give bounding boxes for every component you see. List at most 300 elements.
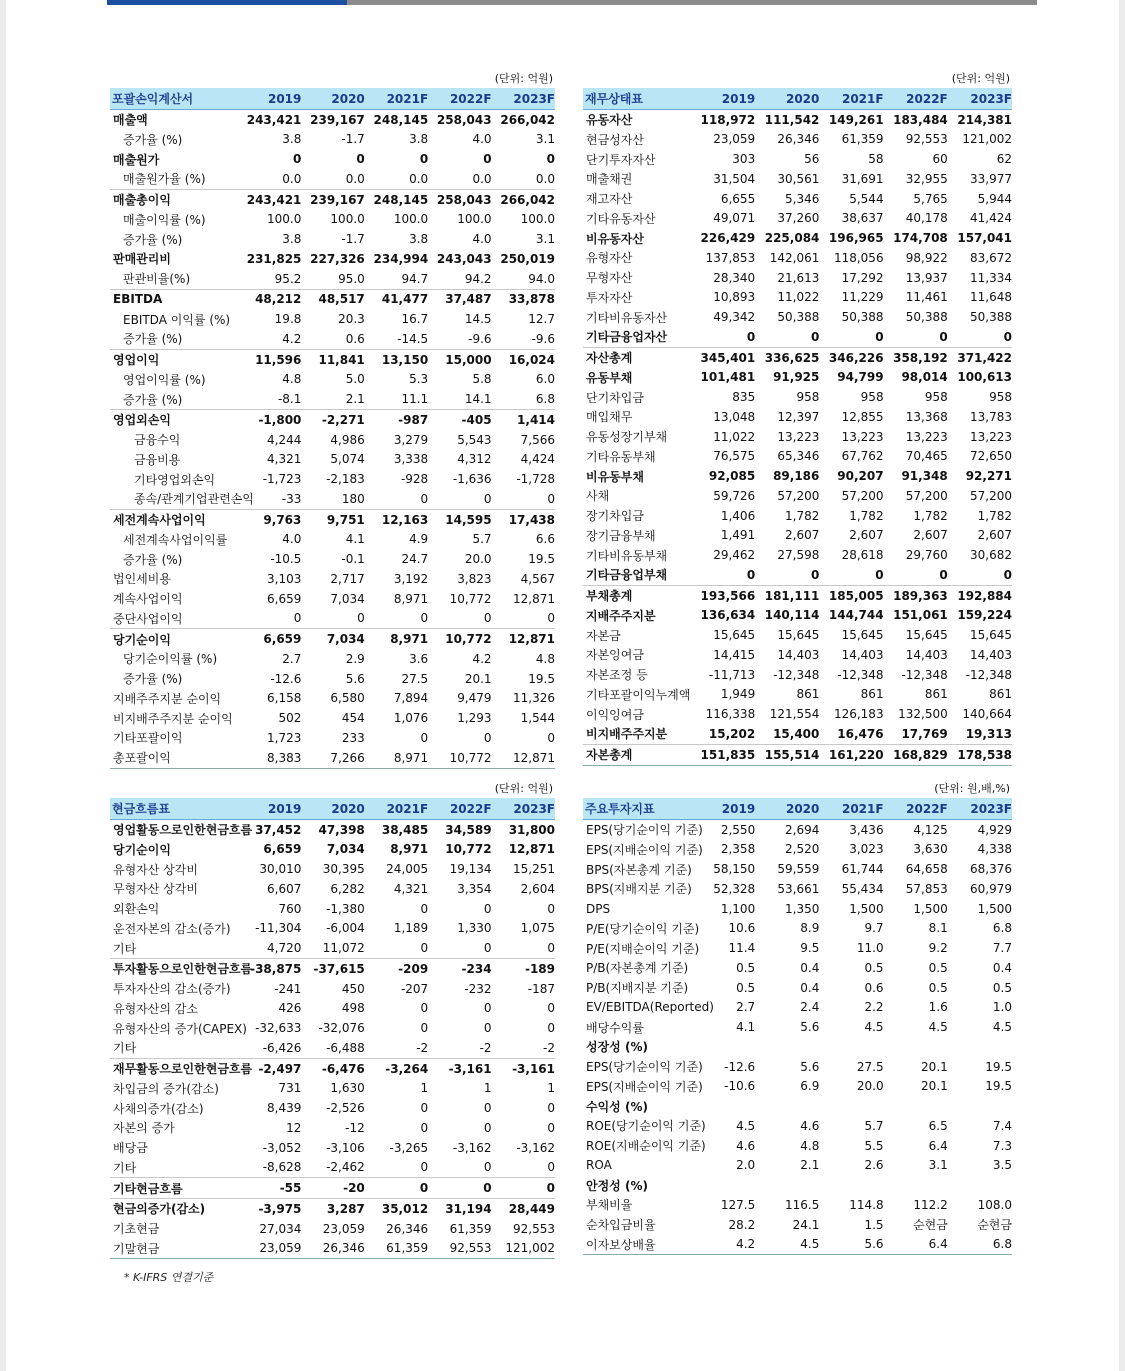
cell-value: 7.3 [992,1138,1012,1153]
row-label: EBITDA 이익률 (%) [123,312,231,327]
table-row [110,819,555,839]
cell-value: 958 [924,390,948,405]
cell-value: 4.9 [409,532,429,547]
table-row [583,149,1012,169]
cell-value: 189,363 [884,585,948,605]
row-label: ROE(지배순이익 기준) [586,1139,706,1154]
cell-value: 168,829 [884,744,948,765]
cell-value: 0 [547,941,555,956]
cell-value: 118,972 [700,112,756,127]
table-row [110,289,555,309]
cell-value: 159,224 [957,608,1012,623]
cell-value: 0 [546,152,555,167]
cell-value: 7,566 [520,432,555,447]
cell-value: 0 [483,611,492,626]
cell-value: 8,971 [390,842,429,857]
cell-value: 1,330 [457,921,492,936]
cell-value: 2.7 [282,651,302,666]
cell-value: 4.6 [800,1118,820,1133]
cell-value: 4,125 [913,822,948,837]
table-title: 포괄손익계산서 [110,89,238,110]
table-row [110,1079,555,1099]
cell-value: 4.0 [472,232,492,247]
cell-value: 72,650 [970,449,1012,464]
cell-value: 4.5 [864,1020,884,1035]
cell-value [819,1037,883,1057]
row-label: 재무활동으로인한현금흐름 [110,1058,238,1078]
cell-value: 12.7 [528,312,555,327]
cell-value: 137,853 [705,250,756,265]
row-label: 영업이익 [110,349,238,369]
cell-value: 0 [939,329,948,344]
cell-value: 151,835 [691,744,755,765]
cell-value: -12.6 [270,671,302,686]
cell-value: 59,726 [713,488,756,503]
table-row [583,585,1012,605]
cell-value: 1,630 [330,1081,365,1096]
table-row [110,169,555,189]
cell-value: -3,106 [326,1140,365,1155]
cell-value: 6,655 [720,191,756,206]
unit-label: (단위: 억원) [494,782,553,795]
cell-value: 3,823 [457,571,492,586]
cell-value: 48,212 [238,289,301,309]
year-header: 2019 [691,799,755,820]
cell-value: 15,400 [773,726,820,741]
cell-value: 0.0 [409,171,429,186]
table-row [583,919,1012,939]
row-label: 사채 [586,489,610,504]
cell-value: -12,348 [773,667,820,682]
table-row [110,309,555,329]
cell-value: 358,192 [884,347,948,367]
cell-value: 56 [804,152,820,167]
cell-value: 5.0 [345,372,365,387]
year-header: 2022F [428,89,491,110]
table-row [583,248,1012,268]
cash-flow-panel [110,780,555,1259]
cell-value: 14,403 [905,647,948,662]
cell-value [948,1096,1012,1116]
row-label: 판관비율(%) [123,272,191,287]
table-row [583,1215,1012,1235]
cell-value: 50,388 [841,310,884,325]
row-label: 외환손익 [113,902,160,917]
cell-value: 6.8 [948,1235,1012,1255]
cell-value: 1.0 [992,1000,1012,1015]
cell-value: 2.2 [864,1000,884,1015]
cell-value: 7,034 [330,591,365,606]
cell-value: 28,618 [841,548,884,563]
cell-value: 100.0 [267,212,302,227]
table-row [110,748,555,768]
cell-value: 57,200 [841,488,884,503]
cell-value [755,1096,819,1116]
table-row [110,1018,555,1038]
cell-value: 58,150 [713,862,756,877]
table-row [110,410,555,430]
row-label: 비지배주주지분 [586,727,668,742]
table-row [583,1156,1012,1176]
cell-value: 1,350 [785,901,820,916]
cell-value: 3,287 [301,1199,364,1219]
cell-value: 0 [420,730,429,745]
cell-value: 140,664 [962,707,1012,722]
cell-value: 15,645 [713,628,756,643]
row-label: 매출이익률 (%) [123,212,206,227]
cell-value: 92,553 [513,1221,555,1236]
table-row [583,1096,1012,1116]
year-header: 2023F [492,89,555,110]
row-label: 매입채무 [586,410,633,425]
cell-value: 4.5 [755,1235,819,1255]
cell-value: 0 [547,1001,555,1016]
row-label: 증가율 (%) [123,392,183,407]
table-row [583,169,1012,189]
row-label: 부채비율 [586,1198,633,1213]
row-label: 자본금 [586,628,621,643]
cell-value: 11,648 [970,290,1012,305]
cell-value: 11,461 [905,290,948,305]
table-header-row [583,89,1012,110]
cell-value: 0 [547,730,555,745]
cell-value: -12,348 [901,667,948,682]
cell-value: 24,005 [386,862,429,877]
cell-value: 0 [420,1160,429,1175]
cell-value [884,1175,948,1195]
table-row [110,469,555,489]
cell-value: 266,042 [500,112,555,127]
cell-value: 248,145 [365,189,428,209]
cell-value: 3,354 [457,881,492,896]
cell-value: 174,708 [893,231,948,246]
cell-value: 27,598 [777,548,820,563]
cell-value: 37,260 [777,211,820,226]
cell-value: 37,452 [255,822,302,837]
year-header: 2021F [365,89,428,110]
table-title: 현금흐름표 [110,799,238,820]
cell-value: 34,589 [445,822,492,837]
table-row [110,1098,555,1118]
table-row [583,268,1012,288]
table-row [583,978,1012,998]
row-label: 이자보상배율 [583,1235,691,1255]
unit-label: (단위: 억원) [494,72,553,85]
cell-value: -6,426 [262,1040,302,1055]
cell-value: 4.2 [282,331,302,346]
cell-value: 7.4 [992,1118,1012,1133]
cell-value: 5.5 [864,1138,884,1153]
cell-value: 29,760 [905,548,948,563]
cell-value: 2,607 [977,528,1012,543]
cell-value: -2,462 [326,1160,365,1175]
cell-value: 0 [420,941,429,956]
cell-value: 140,114 [764,608,820,623]
cell-value: 20.0 [464,552,492,567]
cell-value: 11.4 [728,941,756,956]
cell-value: 2.1 [800,1158,820,1173]
top-divider-bar [347,0,1037,5]
row-label: 기말현금 [110,1239,238,1259]
table-row [110,669,555,689]
cell-value: 9.5 [800,941,820,956]
cell-value: 126,183 [833,707,884,722]
cell-value: 248,145 [373,112,429,127]
table-row [110,530,555,550]
cell-value: 239,167 [310,112,365,127]
cell-value: 3,436 [849,822,884,837]
cell-value: 6.5 [928,1118,948,1133]
cell-value: 5.6 [800,1059,820,1074]
cell-value: 14,403 [777,647,820,662]
cell-value: 5,944 [977,191,1012,206]
row-label: 비유동부채 [586,469,644,484]
cell-value: -189 [492,959,555,979]
cell-value: -12 [345,1120,365,1135]
cell-value: 8,383 [238,748,301,768]
row-label: EPS(지배순이익 기준) [586,1079,703,1094]
cell-value: 0 [811,329,820,344]
cell-value: -3,264 [365,1058,428,1078]
cell-value: 149,261 [828,112,884,127]
row-label: P/E(지배순이익 기준) [586,941,700,956]
cell-value: -33 [281,491,302,506]
table-row [110,919,555,939]
cell-value: 52,328 [713,881,756,896]
cell-value: 0 [483,901,492,916]
cell-value: 1.6 [928,1000,948,1015]
cell-value: -2,183 [326,472,365,487]
cell-value: -10.5 [270,552,302,567]
cell-value: 0 [420,611,429,626]
cell-value: 58 [868,152,884,167]
row-label: 비지배주주지분 순이익 [113,711,233,726]
cell-value: 0.0 [472,171,492,186]
cell-value: 835 [732,390,756,405]
row-label: 세전계속사업이익 [110,509,238,529]
row-label: 차입금의 증가(감소) [113,1081,219,1096]
cell-value: 243,421 [238,189,301,209]
cell-value: 68,376 [970,862,1012,877]
cell-value: 13,150 [365,349,428,369]
table-row [110,430,555,450]
cell-value: 3.1 [928,1158,948,1173]
table-row [583,724,1012,744]
table-row [110,509,555,529]
cell-value: 861 [860,687,884,702]
cell-value: -2,526 [326,1101,365,1116]
table-row [110,609,555,629]
cell-value: 13,783 [970,409,1012,424]
cell-value [691,1175,755,1195]
cell-value: 155,514 [755,744,819,765]
table-row [583,819,1012,839]
table-row [583,938,1012,958]
cell-value: 2.4 [800,1000,820,1015]
cell-value: 958 [860,390,884,405]
cell-value: 214,381 [957,112,1012,127]
cell-value: 14.1 [464,392,492,407]
cell-value: 0 [1003,329,1012,344]
cell-value: 13,368 [905,409,948,424]
cell-value: 20.1 [921,1059,948,1074]
cell-value: 8,439 [267,1101,302,1116]
cell-value: 1,782 [785,508,820,523]
year-header: 2020 [755,89,819,110]
cell-value: 1,100 [720,901,756,916]
row-label: 현금성자산 [586,132,644,147]
row-label: 종속/관계기업관련손익 [134,492,254,507]
cell-value: 121,002 [962,132,1012,147]
cell-value: 5,543 [457,432,492,447]
year-header: 2021F [365,799,428,820]
cell-value: -10.6 [724,1079,756,1094]
cell-value: 47,398 [318,822,365,837]
cell-value: 185,005 [819,585,883,605]
cell-value [691,1096,755,1116]
row-label: 장기금융부채 [586,528,656,543]
cell-value: 10,772 [445,842,492,857]
cell-value: 861 [796,687,820,702]
cell-value: 426 [278,1001,302,1016]
cell-value: -11,304 [255,921,302,936]
row-label: 이익잉여금 [586,707,644,722]
cell-value: 2,520 [785,842,820,857]
cell-value: 0 [365,1178,428,1199]
cell-value: 1,500 [977,901,1012,916]
row-label: 운전자본의 감소(증가) [113,921,231,936]
cell-value: 3,023 [849,842,884,857]
cell-value: 31,194 [428,1199,491,1219]
cell-value: 11,841 [301,349,364,369]
row-label: 영업외손익 [110,410,238,430]
cell-value: 0 [746,567,756,582]
cell-value: 91,348 [901,469,948,484]
cell-value: 231,825 [246,251,302,266]
cell-value: 2,717 [330,571,365,586]
row-label: EV/EBITDA(Reported) [586,1000,714,1015]
cell-value: -1,380 [326,901,365,916]
cell-value: 26,346 [301,1239,364,1259]
cell-value: 20.0 [856,1079,884,1094]
cell-value: 15,202 [708,726,756,741]
table-row [110,189,555,209]
cell-value: 3,279 [393,432,429,447]
cell-value: 12,397 [777,409,820,424]
cell-value: 76,575 [713,449,756,464]
cell-value: 65,346 [777,449,820,464]
table-row [110,1199,555,1219]
cell-value: 0 [428,1178,491,1199]
table-row [583,307,1012,327]
cell-value: 181,111 [755,585,819,605]
cell-value: 0.5 [928,980,948,995]
cell-value: 0 [483,1001,492,1016]
table-row [110,728,555,748]
cell-value: 57,853 [905,881,948,896]
cell-value: 250,019 [500,251,555,266]
cell-value: 1 [483,1081,492,1096]
cell-value: 순현금 [912,1218,948,1233]
cell-value: 83,672 [970,250,1012,265]
cell-value: 9.2 [928,941,948,956]
cell-value: 192,884 [948,585,1012,605]
cell-value: 14,403 [970,647,1012,662]
cell-value: 2,607 [849,528,884,543]
cell-value: 31,800 [508,822,555,837]
row-label: 자본잉여금 [586,648,644,663]
cell-value: 157,041 [957,231,1012,246]
row-label: 자산총계 [583,347,691,367]
cell-value: 55,434 [841,881,884,896]
cell-value: 958 [796,390,820,405]
cell-value: 13,048 [713,409,756,424]
cell-value: 0 [746,329,756,344]
table-row [583,506,1012,526]
cell-value: 1,414 [492,410,555,430]
cell-value: -9.6 [531,331,555,346]
cell-value: 0.6 [345,331,365,346]
row-label: 자본총계 [583,744,691,765]
row-label: P/B(자본총계 기준) [586,961,689,976]
cell-value [755,1175,819,1195]
year-header: 2023F [492,799,555,820]
row-label: 매출원가율 (%) [123,172,206,187]
year-header: 2020 [301,799,364,820]
table-row [110,1239,555,1259]
cell-value: 5.6 [800,1020,820,1035]
cell-value: 57,200 [970,488,1012,503]
cell-value: 0.4 [992,960,1012,975]
cell-value: 30,682 [970,548,1012,563]
cell-value: -8.1 [277,392,302,407]
cell-value: 3.5 [992,1158,1012,1173]
cell-value: 12,871 [492,629,555,649]
cell-value: 0 [356,152,365,167]
row-label: 유동자산 [586,113,633,128]
cell-value: 26,346 [777,132,820,147]
cell-value: 196,965 [828,231,884,246]
cell-value: -2,271 [301,410,364,430]
cell-value: 19.5 [528,671,555,686]
cell-value: -6,004 [326,921,365,936]
cell-value: 0 [875,329,884,344]
cell-value: 16,024 [492,349,555,369]
cell-value: -6,476 [301,1058,364,1078]
table-row [583,665,1012,685]
cell-value: -209 [365,959,428,979]
cell-value: -2 [543,1040,555,1055]
row-label: EPS(당기순이익 기준) [586,1060,703,1075]
cell-value: 23,059 [322,1221,365,1236]
row-label: 자본조정 등 [586,668,648,683]
cell-value: -3,161 [492,1058,555,1078]
row-label: 투자활동으로인한현금흐름 [110,959,238,979]
cell-value: 1,076 [393,711,429,726]
cell-value: 233 [341,730,365,745]
cell-value: 0 [547,1101,555,1116]
cell-value: 94,799 [837,370,884,385]
table-row [110,149,555,169]
cell-value: 0.4 [800,980,820,995]
cell-value: -928 [400,472,429,487]
cell-value: 6.8 [535,392,555,407]
cell-value: 6,659 [263,842,302,857]
row-label: 지배주주지분 순이익 [113,691,222,706]
cell-value: -37,615 [301,959,364,979]
cell-value: 116.5 [785,1197,820,1212]
cell-value: 13,937 [905,270,948,285]
